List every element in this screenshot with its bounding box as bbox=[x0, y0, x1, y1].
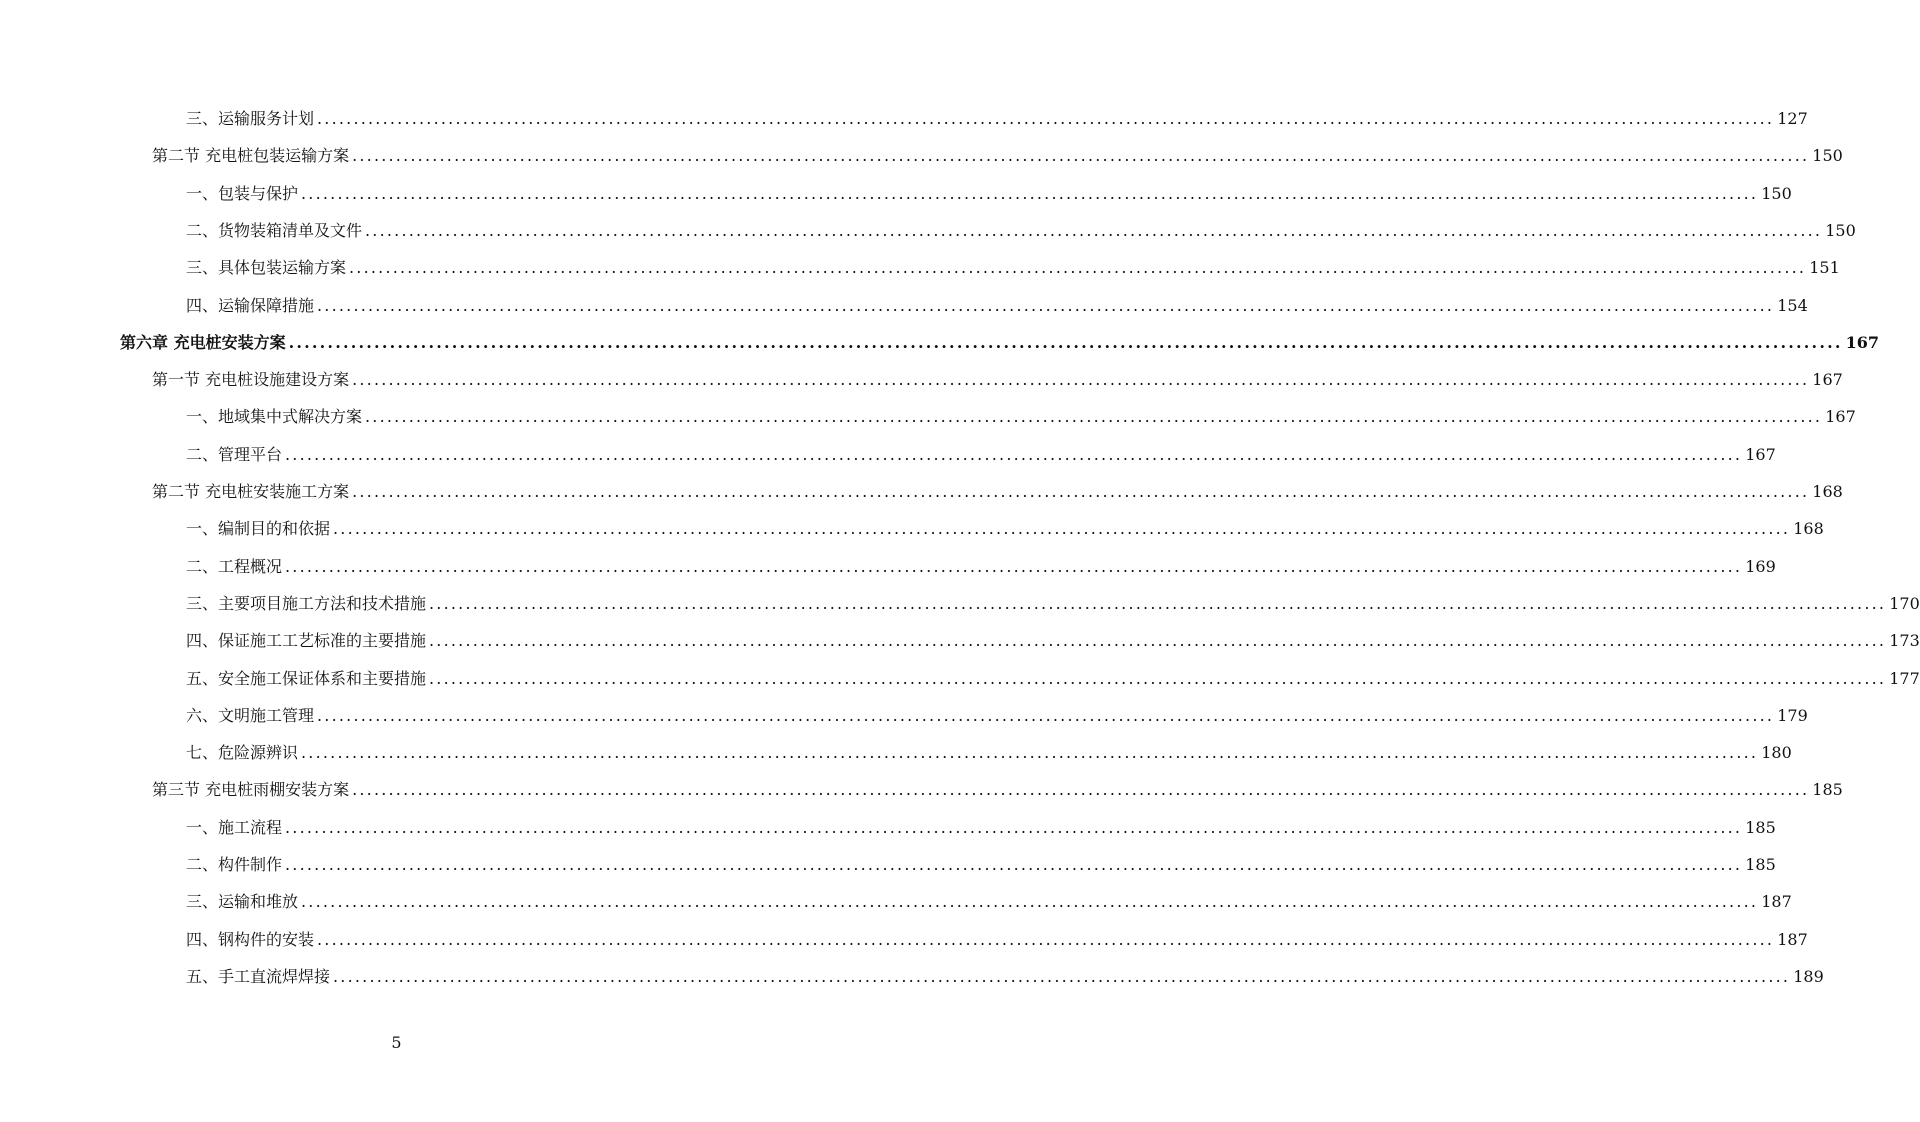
toc-entry-page: 168 bbox=[1793, 519, 1824, 539]
toc-dot-leader: ........................................................................................................................................................................................................ bbox=[285, 855, 1743, 874]
toc-entry-page: 168 bbox=[1812, 482, 1843, 501]
toc-dot-leader: ........................................................................................................................................................................................................ bbox=[317, 295, 1775, 315]
toc-entry[interactable] bbox=[186, 623, 1920, 651]
toc-entry[interactable] bbox=[186, 213, 1856, 241]
toc-entry[interactable] bbox=[152, 772, 1843, 800]
toc-entry-page: 185 bbox=[1745, 855, 1776, 874]
toc-entry-title: 三、运输和堆放 bbox=[186, 892, 299, 912]
toc-entry[interactable] bbox=[186, 847, 1776, 875]
toc-entry-title: 五、安全施工保证体系和主要措施 bbox=[186, 668, 427, 688]
toc-entry-page: 189 bbox=[1793, 966, 1824, 986]
toc-dot-leader: ........................................................................................................................................................................................................ bbox=[429, 631, 1887, 651]
toc-entry-title: 三、具体包装运输方案 bbox=[186, 258, 347, 278]
toc-entry[interactable] bbox=[186, 437, 1776, 465]
toc-entry-title: 七、危险源辨识 bbox=[186, 743, 299, 763]
toc-entry[interactable] bbox=[186, 549, 1776, 577]
toc-dot-leader: ........................................................................................................................................................................................................ bbox=[285, 444, 1743, 464]
toc-entry[interactable] bbox=[186, 586, 1920, 614]
toc-entry-title: 四、钢构件的安装 bbox=[186, 929, 315, 949]
toc-entry-page: 167 bbox=[1845, 332, 1880, 352]
toc-entry[interactable] bbox=[152, 474, 1843, 502]
toc-entry-title: 四、运输保障措施 bbox=[186, 295, 315, 315]
toc-dot-leader: ........................................................................................................................................................................................................ bbox=[429, 668, 1887, 688]
toc-entry-page: 167 bbox=[1745, 444, 1776, 464]
toc-entry-title: 五、手工直流焊焊接 bbox=[186, 966, 331, 986]
toc-entry-title: 第二节 充电桩安装施工方案 bbox=[152, 482, 350, 501]
toc-entry-title: 一、包装与保护 bbox=[186, 183, 299, 203]
toc-entry-page: 167 bbox=[1812, 370, 1843, 390]
toc-entry-title: 三、运输服务计划 bbox=[186, 109, 315, 128]
toc-entry[interactable] bbox=[186, 250, 1840, 278]
toc-dot-leader: ........................................................................................................................................................................................................ bbox=[349, 258, 1807, 278]
toc-entry-page: 150 bbox=[1825, 220, 1856, 240]
toc-entry-page: 170 bbox=[1889, 593, 1920, 613]
toc-entry[interactable] bbox=[186, 661, 1920, 689]
toc-dot-leader: ........................................................................................................................................................................................................ bbox=[317, 705, 1775, 725]
toc-dot-leader: ........................................................................................................................................................................................................ bbox=[365, 220, 1823, 240]
toc-dot-leader: ........................................................................................................................................................................................................ bbox=[285, 556, 1743, 576]
toc-dot-leader: ........................................................................................................................................................................................................ bbox=[352, 370, 1810, 390]
toc-entry-page: 187 bbox=[1777, 929, 1808, 949]
toc-dot-leader: ........................................................................................................................................................................................................ bbox=[285, 817, 1743, 837]
toc-entry-title: 一、施工流程 bbox=[186, 817, 283, 837]
toc-dot-leader: ........................................................................................................................................................................................................ bbox=[333, 966, 1791, 986]
toc-entry[interactable] bbox=[120, 325, 1880, 353]
toc-entry-title: 一、编制目的和依据 bbox=[186, 519, 331, 539]
toc-entry-page: 167 bbox=[1825, 407, 1856, 427]
toc-dot-leader: ........................................................................................................................................................................................................ bbox=[301, 743, 1759, 763]
toc-entry-title: 第六章 充电桩安装方案 bbox=[120, 332, 286, 352]
toc-entry-title: 二、货物装箱清单及文件 bbox=[186, 220, 363, 240]
toc-dot-leader: ........................................................................................................................................................................................................ bbox=[352, 780, 1810, 800]
toc-dot-leader: ........................................................................................................................................................................................................ bbox=[333, 519, 1791, 539]
toc-entry[interactable] bbox=[186, 735, 1792, 763]
toc-entry[interactable] bbox=[186, 698, 1808, 726]
toc-entry-page: 187 bbox=[1761, 892, 1792, 912]
toc-entry-page: 151 bbox=[1809, 258, 1840, 278]
toc-entry[interactable] bbox=[186, 288, 1808, 316]
toc-entry-title: 三、主要项目施工方法和技术措施 bbox=[186, 593, 427, 613]
toc-entry-title: 二、工程概况 bbox=[186, 556, 283, 576]
page-number: 5 bbox=[391, 1033, 402, 1052]
toc-entry[interactable] bbox=[186, 511, 1824, 539]
toc-entry-page: 169 bbox=[1745, 556, 1776, 576]
toc-entry-title: 二、构件制作 bbox=[186, 855, 283, 874]
toc-entry[interactable] bbox=[152, 138, 1843, 166]
toc-entry-title: 一、地域集中式解决方案 bbox=[186, 407, 363, 427]
toc-entry-page: 154 bbox=[1777, 295, 1808, 315]
toc-entry-title: 第二节 充电桩包装运输方案 bbox=[152, 146, 350, 166]
toc-entry-page: 185 bbox=[1745, 817, 1776, 837]
toc-entry-title: 二、管理平台 bbox=[186, 444, 283, 464]
toc-entry-title: 四、保证施工工艺标准的主要措施 bbox=[186, 631, 427, 651]
toc-entry-title: 六、文明施工管理 bbox=[186, 705, 315, 725]
toc-entry-title: 第一节 充电桩设施建设方案 bbox=[152, 370, 350, 390]
toc-dot-leader: ........................................................................................................................................................................................................ bbox=[301, 892, 1759, 912]
toc-entry-page: 150 bbox=[1812, 146, 1843, 166]
toc-entry[interactable] bbox=[186, 399, 1856, 427]
toc-dot-leader: ........................................................................................................................................................................................................ bbox=[301, 183, 1759, 203]
toc-dot-leader: ........................................................................................................................................................................................................ bbox=[429, 593, 1887, 613]
toc-entry-title: 第三节 充电桩雨棚安装方案 bbox=[152, 780, 350, 800]
toc-entry[interactable] bbox=[186, 922, 1808, 950]
toc-entry-page: 173 bbox=[1889, 631, 1920, 651]
toc-entry[interactable] bbox=[152, 362, 1843, 390]
toc-entry[interactable] bbox=[186, 176, 1792, 204]
toc-entry-page: 177 bbox=[1889, 668, 1920, 688]
toc-entry[interactable] bbox=[186, 810, 1776, 838]
toc-entry-page: 185 bbox=[1812, 780, 1843, 800]
toc-dot-leader: ........................................................................................................................................................................................................ bbox=[352, 146, 1810, 166]
toc-dot-leader: ........................................................................................................................................................................................................ bbox=[317, 929, 1775, 949]
toc-dot-leader: ........................................................................................................................................................................................................ bbox=[288, 332, 1843, 352]
toc-entry-page: 180 bbox=[1761, 743, 1792, 763]
toc-entry[interactable] bbox=[186, 959, 1824, 987]
toc-entry-page: 150 bbox=[1761, 183, 1792, 203]
toc-entry-page: 127 bbox=[1777, 109, 1808, 128]
toc-entry[interactable] bbox=[186, 101, 1808, 129]
toc-entry-page: 179 bbox=[1777, 705, 1808, 725]
toc-dot-leader: ........................................................................................................................................................................................................ bbox=[317, 109, 1775, 128]
toc-dot-leader: ........................................................................................................................................................................................................ bbox=[365, 407, 1823, 427]
toc-dot-leader: ........................................................................................................................................................................................................ bbox=[352, 482, 1810, 501]
toc-entry[interactable] bbox=[186, 884, 1792, 912]
